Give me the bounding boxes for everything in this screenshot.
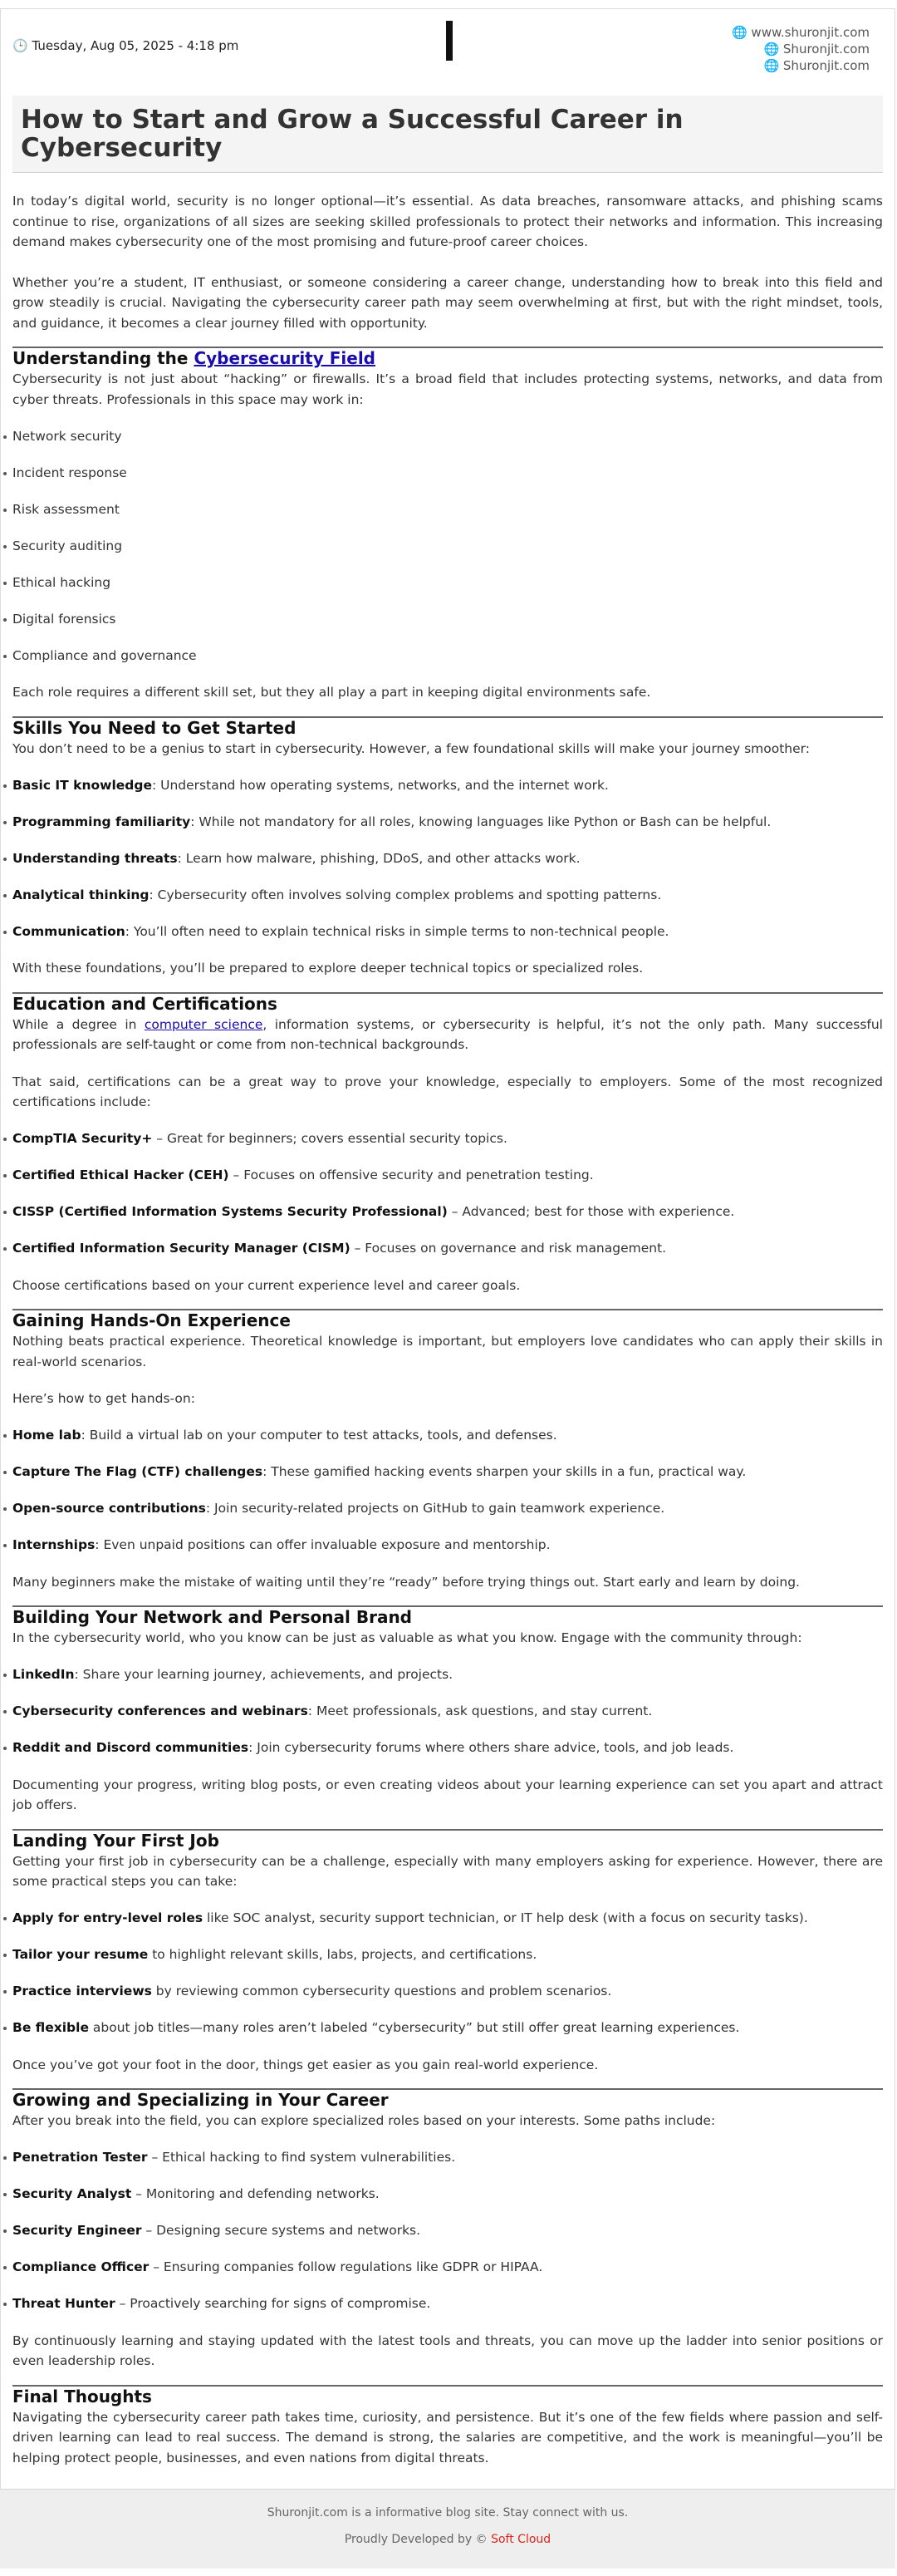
top-bar bbox=[1, 9, 895, 76]
intro-paragraph: Whether you’re a student, IT enthusiast, or someone considering a career change, understanding how to break into this field and grow steadily is crucial. Navigating the cybersecurity career path may seem overwhelming at first, but with the right mindset, tools, and guidance, it becomes a clear journey filled with opportunity. bbox=[12, 274, 883, 331]
section-outro: Choose certifications based on your current experience level and career goals. bbox=[12, 1277, 521, 1293]
list-item: LinkedIn: Share your learning journey, achievements, and projects. bbox=[1, 1664, 883, 1685]
list-item: Open-source contributions: Join security-related projects on GitHub to gain teamwork experience. bbox=[1, 1498, 883, 1519]
section-hands-on bbox=[12, 1309, 883, 1592]
section-heading: Education and Certifications bbox=[12, 993, 277, 1014]
section-lead: In the cybersecurity world, who you know can be just as valuable as what you know. Engage with the community through: bbox=[12, 1630, 802, 1645]
list-item: Threat Hunter – Proactively searching for signs of compromise. bbox=[1, 2293, 883, 2314]
page-container bbox=[0, 8, 895, 2525]
footer-credit: Proudly Developed by © Soft Cloud bbox=[344, 2533, 551, 2546]
cybersecurity-field-link[interactable]: Cybersecurity Field bbox=[194, 348, 375, 368]
computer-science-link[interactable]: computer science bbox=[144, 1016, 263, 1032]
section-understanding bbox=[12, 347, 883, 703]
section-outro: By continuously learning and staying updated with the latest tools and threats, you can move up the ladder into senior positions or even leadership roles. bbox=[12, 2333, 883, 2368]
page-title: How to Start and Grow a Successful Career in Cybersecurity bbox=[21, 105, 684, 163]
section-outro: Once you’ve got your foot in the door, things get easier as you gain real-world experience. bbox=[12, 2057, 599, 2072]
section-growing bbox=[12, 2088, 883, 2372]
list-item: Compliance and governance bbox=[1, 646, 883, 666]
specialization-list bbox=[12, 2147, 883, 2314]
section-lead-2: That said, certifications can be a great way to prove your knowledge, especially to employers. Some of the most recognized certifications include: bbox=[12, 1074, 883, 1109]
section-heading: Landing Your First Job bbox=[12, 1830, 219, 1851]
list-item: Apply for entry-level roles like SOC analyst, security support technician, or IT help desk (with a focus on security tasks). bbox=[1, 1908, 883, 1929]
section-lead: You don’t need to be a genius to start in cybersecurity. However, a few foundational skills will make your journey smoother: bbox=[12, 740, 810, 756]
section-network bbox=[12, 1605, 883, 1816]
list-item: Be flexible about job titles—many roles aren’t labeled “cybersecurity” but still offer great learning experiences. bbox=[1, 2018, 883, 2038]
list-item: Cybersecurity conferences and webinars: Meet professionals, ask questions, and stay current. bbox=[1, 1701, 883, 1722]
list-item: Reddit and Discord communities: Join cybersecurity forums where others share advice, tools, and job leads. bbox=[1, 1738, 883, 1758]
field-list bbox=[12, 426, 883, 666]
list-item: Communication: You’ll often need to explain technical risks in simple terms to non-technical people. bbox=[1, 922, 883, 942]
intro-paragraph: In today’s digital world, security is no longer optional—it’s essential. As data breaches, ransomware attacks, and phishing scams continue to rise, organizations of all sizes are seeking skilled professionals to protect their networks and information. This increasing demand makes cybersecurity one of the most promising and future-proof career choices. bbox=[12, 194, 883, 249]
list-item: Risk assessment bbox=[1, 499, 883, 520]
list-item: CISSP (Certified Information Systems Security Professional) – Advanced; best for those with experience. bbox=[1, 1202, 883, 1222]
list-item: Digital forensics bbox=[1, 609, 883, 630]
list-item: Penetration Tester – Ethical hacking to find system vulnerabilities. bbox=[1, 2147, 883, 2168]
site-footer bbox=[0, 2489, 895, 2569]
section-lead: Cybersecurity is not just about “hacking” or firewalls. It’s a broad field that includes protecting systems, networks, and data from cyber threats. Professionals in this space may work in: bbox=[12, 371, 883, 407]
list-item: Programming familiarity: While not mandatory for all roles, knowing languages like Python or Bash can be helpful. bbox=[1, 812, 883, 833]
section-outro: Each role requires a different skill set, but they all play a part in keeping digital environments safe. bbox=[12, 685, 651, 700]
list-item: Security auditing bbox=[1, 536, 883, 557]
list-item: Network security bbox=[1, 426, 883, 447]
site-link[interactable]: 🌐 Shuronjit.com bbox=[763, 42, 870, 57]
section-first-job bbox=[12, 1829, 883, 2076]
list-item: Certified Ethical Hacker (CEH) – Focuses on offensive security and penetration testing. bbox=[1, 1165, 883, 1186]
list-item: Capture The Flag (CTF) challenges: These gamified hacking events sharpen your skills in a fun, practical way. bbox=[1, 1462, 883, 1482]
list-item: Certified Information Security Manager (CISM) – Focuses on governance and risk management. bbox=[1, 1238, 883, 1259]
skills-list bbox=[12, 775, 883, 942]
list-item: Ethical hacking bbox=[1, 573, 883, 593]
network-list bbox=[12, 1664, 883, 1758]
section-skills bbox=[12, 716, 883, 979]
section-lead: Navigating the cybersecurity career path takes time, curiosity, and persistence. But it’s one of the few fields where passion and self-driven learning can lead to real success. The demand is strong, the salaries are competitive, and the work is meaningful—you’ll be helping protect people, businesses, and even nations from digital threats. bbox=[12, 2409, 883, 2465]
site-link[interactable]: 🌐 Shuronjit.com bbox=[763, 58, 870, 73]
section-heading: Skills You Need to Get Started bbox=[12, 717, 297, 738]
list-item: Basic IT knowledge: Understand how operating systems, networks, and the internet work. bbox=[1, 775, 883, 796]
section-heading: Building Your Network and Personal Brand bbox=[12, 1607, 412, 1627]
list-item: Home lab: Build a virtual lab on your computer to test attacks, tools, and defenses. bbox=[1, 1425, 883, 1446]
section-lead: Getting your first job in cybersecurity can be a challenge, especially with many employers asking for experience. However, there are some practical steps you can take: bbox=[12, 1853, 883, 1889]
site-links bbox=[732, 24, 870, 74]
site-link[interactable]: 🌐 www.shuronjit.com bbox=[731, 25, 870, 40]
footer-tagline: Shuronjit.com is a informative blog site. Stay connect with us. bbox=[267, 2506, 629, 2519]
title-box bbox=[12, 96, 883, 173]
first-job-list bbox=[12, 1908, 883, 2038]
section-education bbox=[12, 992, 883, 1296]
section-heading: Understanding the Cybersecurity Field bbox=[12, 348, 375, 368]
developer-link[interactable]: Soft Cloud bbox=[491, 2533, 551, 2546]
certifications-list bbox=[12, 1128, 883, 1259]
section-lead: Nothing beats practical experience. Theoretical knowledge is important, but employers love candidates who can apply their skills in real-world scenarios. bbox=[12, 1334, 883, 1369]
section-outro: With these foundations, you’ll be prepared to explore deeper technical topics or specialized roles. bbox=[12, 961, 644, 976]
list-item: Incident response bbox=[1, 463, 883, 484]
list-item: Understanding threats: Learn how malware, phishing, DDoS, and other attacks work. bbox=[1, 848, 883, 869]
list-item: Practice interviews by reviewing common cybersecurity questions and problem scenarios. bbox=[1, 1981, 883, 2002]
section-lead: After you break into the field, you can explore specialized roles based on your interests. Some paths include: bbox=[12, 2113, 716, 2128]
list-item: Security Analyst – Monitoring and defending networks. bbox=[1, 2184, 883, 2205]
list-item: Internships: Even unpaid positions can offer invaluable exposure and mentorship. bbox=[1, 1535, 883, 1556]
date-time: 🕒 Tuesday, Aug 05, 2025 - 4:18 pm bbox=[12, 38, 239, 53]
list-item: Compliance Officer – Ensuring companies follow regulations like GDPR or HIPAA. bbox=[1, 2257, 883, 2278]
section-heading: Final Thoughts bbox=[12, 2386, 152, 2406]
hands-on-list bbox=[12, 1425, 883, 1556]
section-outro: Many beginners make the mistake of waiting until they’re “ready” before trying things out. Start early and learn by doing. bbox=[12, 1574, 800, 1590]
section-outro: Documenting your progress, writing blog posts, or even creating videos about your learning experience can set you apart and attract job offers. bbox=[12, 1777, 883, 1812]
section-heading: Gaining Hands-On Experience bbox=[12, 1310, 291, 1330]
section-lead: While a degree in computer science, information systems, or cybersecurity is helpful, it’s not the only path. Many successful professionals are self-taught or come from non-technical backgrounds. bbox=[12, 1016, 883, 1052]
list-item: Security Engineer – Designing secure systems and networks. bbox=[1, 2220, 883, 2241]
article-body bbox=[1, 191, 895, 2525]
section-lead-2: Here’s how to get hands-on: bbox=[12, 1391, 195, 1406]
list-item: Tailor your resume to highlight relevant skills, labs, projects, and certifications. bbox=[1, 1944, 883, 1965]
site-logo[interactable] bbox=[446, 21, 453, 61]
list-item: Analytical thinking: Cybersecurity often involves solving complex problems and spotting patterns. bbox=[1, 885, 883, 906]
list-item: CompTIA Security+ – Great for beginners; covers essential security topics. bbox=[1, 1128, 883, 1149]
section-heading: Growing and Specializing in Your Career bbox=[12, 2090, 389, 2110]
